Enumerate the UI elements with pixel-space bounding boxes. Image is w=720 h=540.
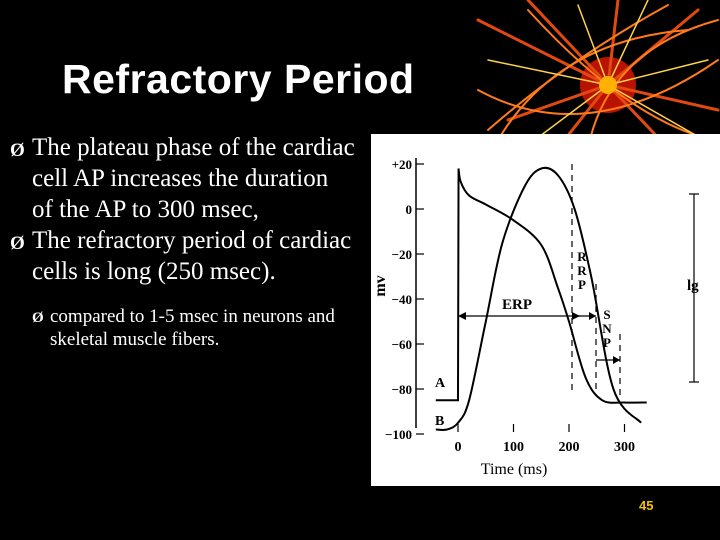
snp-letter: S	[603, 307, 611, 322]
bullet-arrow-icon: Ø	[10, 233, 25, 254]
sub-bullet-text: compared to 1-5 msec in neurons and skeletal muscle fibers.	[50, 306, 335, 350]
y-tick-label: −20	[391, 247, 412, 262]
snp-letter: P	[603, 335, 611, 350]
bullet-item	[10, 225, 355, 287]
x-tick-label: 0	[454, 440, 462, 455]
slide-title: Refractory Period	[62, 56, 415, 102]
bullet-text: The refractory period of cardiac cells is long (250 msec).	[32, 227, 352, 285]
curve-a-label: A	[435, 376, 446, 391]
y-tick-label: 0	[405, 202, 412, 217]
sub-bullet-arrow-icon: Ø	[32, 310, 44, 326]
curve-b-label: B	[435, 414, 445, 429]
x-tick-label: 300	[614, 440, 635, 455]
action-potential-chart	[371, 134, 720, 486]
y-tick-label: −40	[391, 292, 412, 307]
bullet-item	[10, 132, 355, 225]
y-tick-label: −60	[391, 337, 412, 352]
snp-arrowhead	[613, 356, 620, 364]
x-axis-label: Time (ms)	[480, 461, 548, 478]
sub-bullet-item	[32, 305, 355, 351]
y-tick-label: −100	[385, 427, 412, 442]
bullet-text: The plateau phase of the cardiac cell AP increases the duration of the AP to 300 msec,	[32, 134, 355, 223]
rrp-letter: R	[577, 249, 587, 264]
x-tick-label: 100	[503, 440, 524, 455]
action-potential-figure	[371, 134, 720, 486]
x-tick-label: 200	[558, 440, 580, 455]
sunburst-decoration	[468, 0, 720, 150]
lg-label: lg	[687, 278, 699, 294]
curve-a	[436, 169, 647, 403]
y-tick-label: −80	[391, 382, 412, 397]
page-number: 45	[639, 498, 654, 513]
y-axis-label: mv	[372, 275, 389, 297]
rrp-arrowhead	[589, 312, 596, 320]
curve-b	[436, 168, 641, 430]
y-tick-label: +20	[391, 157, 412, 172]
rrp-letter: P	[578, 277, 586, 292]
rrp-letter: R	[577, 263, 587, 278]
snp-letter: N	[602, 321, 612, 336]
erp-label: ERP	[502, 297, 532, 313]
bullet-arrow-icon: Ø	[10, 140, 25, 161]
bullet-list	[10, 132, 355, 351]
